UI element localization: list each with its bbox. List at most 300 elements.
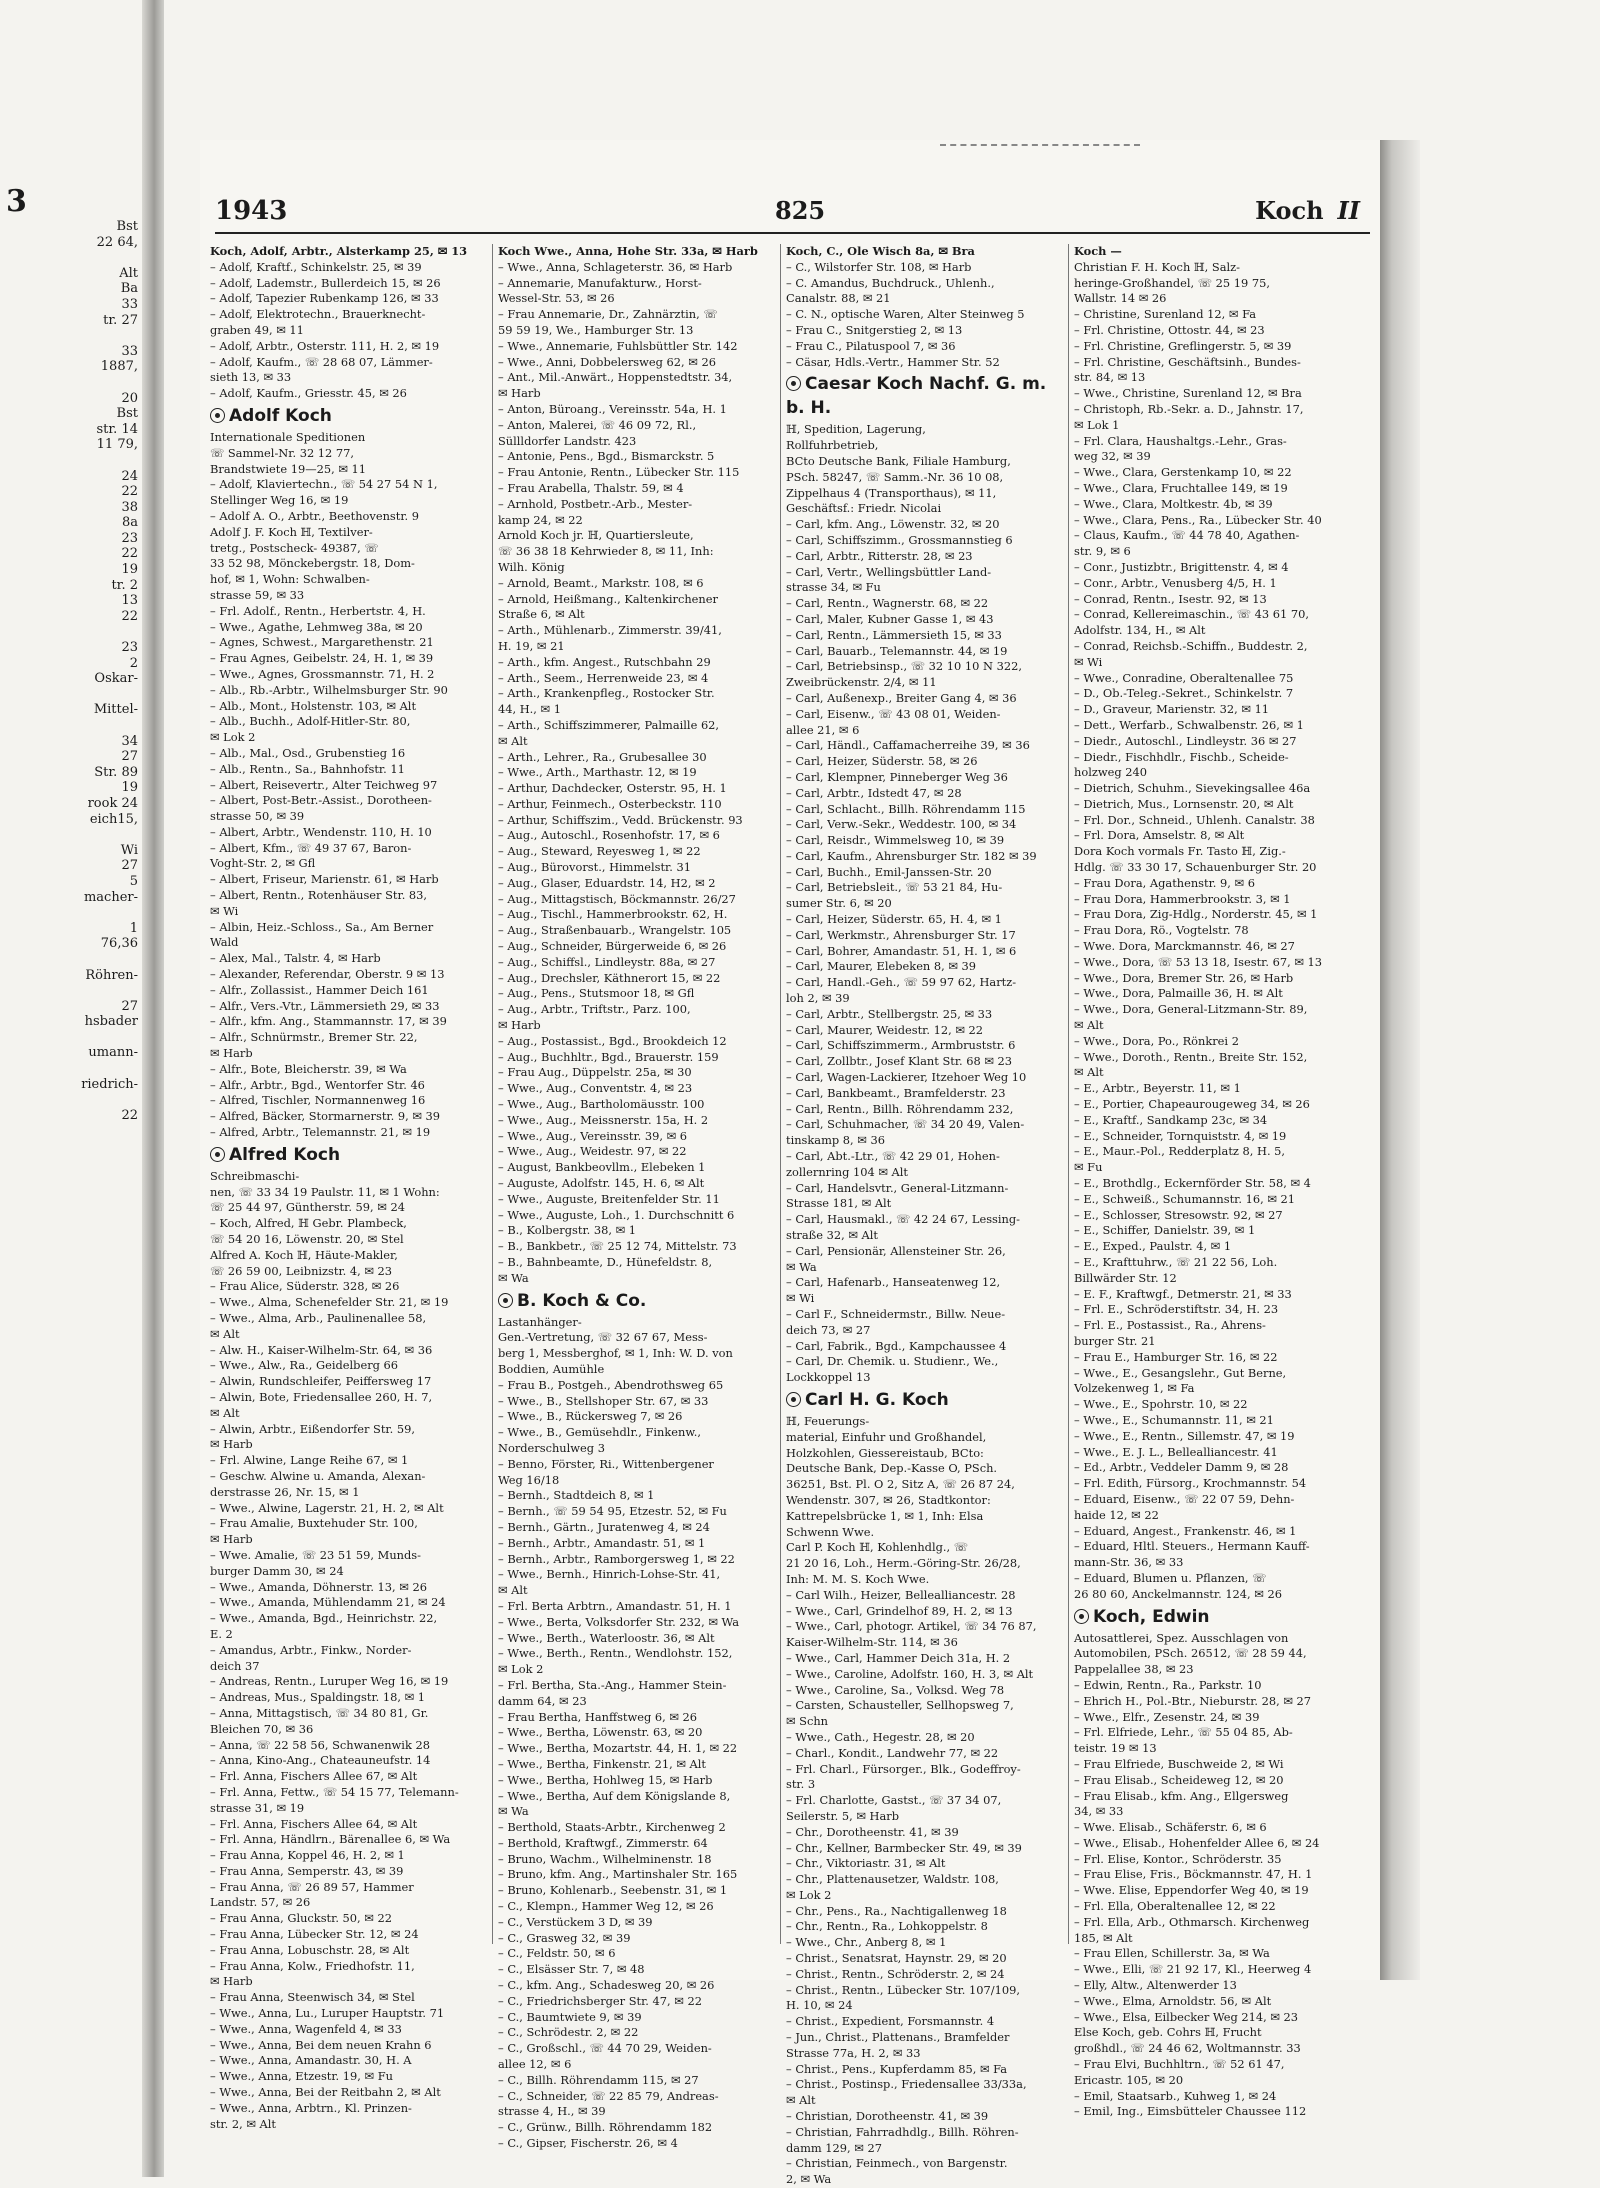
directory-entry: – Carl, Verw.-Sekr., Weddestr. 100, ✉ 34: [786, 817, 1017, 832]
directory-entry: – Christian, Fahrradhdlg., Billh. Röhren-: [786, 2124, 1019, 2139]
firm-heading: [498, 1289, 778, 1313]
directory-entry: – D., Ob.-Teleg.-Sekret., Schinkelstr. 7: [1074, 686, 1294, 701]
firm-name: Adolf Koch: [229, 405, 332, 426]
directory-entry: – Christoph, Rb.-Sekr. a. D., Jahnstr. 17,: [1074, 401, 1304, 416]
edge-text-line: 19: [121, 562, 138, 578]
directory-entry: – Wwe., Dora, ☏ 53 13 18, Isestr. 67, ✉ 13: [1074, 954, 1323, 969]
directory-entry: ✉ Harb: [210, 1974, 253, 1989]
directory-entry: – Arth., Krankenpfleg., Rostocker Str.: [498, 686, 715, 701]
directory-entry: – Carl, Arbtr., Ritterstr. 28, ✉ 23: [786, 548, 973, 563]
directory-entry: – Alb., Rentn., Sa., Bahnhofstr. 11: [210, 761, 405, 776]
directory-entry: – Alfr., kfm. Ang., Stammannstr. 17, ✉ 39: [210, 1014, 447, 1029]
directory-entry: – E., Schiffer, Danielstr. 39, ✉ 1: [1074, 1223, 1256, 1238]
directory-entry: – Ant., Mil.-Anwärt., Hoppenstedtstr. 34,: [498, 370, 733, 385]
header-year: 1943: [215, 196, 288, 226]
directory-entry: ✉ Schn: [786, 1714, 829, 1729]
directory-entry: – Frau Amalie, Buxtehuder Str. 100,: [210, 1516, 418, 1531]
directory-entry: – Wwe., Anna, Lu., Luruper Hauptstr. 71: [210, 2006, 445, 2021]
directory-entry: – Benno, Förster, Ri., Wittenbergener: [498, 1456, 714, 1471]
directory-entry: Holzkohlen, Giessereistaub, BCto:: [786, 1445, 984, 1460]
directory-entry: – Frau Anna, Kolw., Friedhofstr. 11,: [210, 1958, 415, 1973]
directory-entry: Hdlg. ☏ 33 30 17, Schauenburger Str. 20: [1074, 860, 1317, 875]
directory-entry: – Aug., Mittagstisch, Böckmannstr. 26/27: [498, 891, 736, 906]
directory-entry: – E., Arbtr., Beyerstr. 11, ✉ 1: [1074, 1081, 1241, 1096]
directory-entry: – E., Schweiß., Schumannstr. 16, ✉ 21: [1074, 1191, 1295, 1206]
directory-entry: Else Koch, geb. Cohrs ℍ, Frucht: [1074, 2025, 1262, 2040]
edge-text-line: 13: [121, 593, 138, 609]
directory-entry: – Frau Elvi, Buchhltrn., ☏ 52 61 47,: [1074, 2057, 1285, 2072]
directory-entry: – C., Schrödestr. 2, ✉ 22: [498, 2025, 639, 2040]
directory-entry: – Frau Anna, ☏ 26 89 57, Hammer: [210, 1879, 414, 1894]
directory-entry: – Carl, Klempner, Pinneberger Weg 36: [786, 769, 1008, 784]
directory-entry: – Aug., Postassist., Bgd., Brookdeich 12: [498, 1033, 727, 1048]
directory-entry: – Frau Aug., Düppelstr. 25a, ✉ 30: [498, 1065, 692, 1080]
directory-entry: – Wwe., B., Gemüsehdlr., Finkenw.,: [498, 1425, 701, 1440]
directory-entry: – E., Brothdlg., Eckernförder Str. 58, ✉ 4: [1074, 1176, 1311, 1191]
directory-entry: – C., Grasweg 32, ✉ 39: [498, 1930, 631, 1945]
directory-entry: – Christine, Surenland 12, ✉ Fa: [1074, 307, 1257, 322]
directory-entry: – Alfred, Arbtr., Telemannstr. 21, ✉ 19: [210, 1125, 431, 1140]
directory-entry: Landstr. 57, ✉ 26: [210, 1895, 311, 1910]
directory-entry: – Wwe., Dora, General-Litzmann-Str. 89,: [1074, 1002, 1308, 1017]
directory-entry: – Bernh., Arbtr., Amandastr. 51, ✉ 1: [498, 1535, 706, 1550]
directory-entry: – Wwe., Auguste, Breitenfelder Str. 11: [498, 1191, 720, 1206]
directory-entry: – Wwe., Alma, Arb., Paulinenallee 58,: [210, 1311, 427, 1325]
directory-entry: 44, H., ✉ 1: [498, 702, 561, 717]
directory-entry: strasse 34, ✉ Fu: [786, 580, 881, 595]
directory-entry: – Bernh., Stadtdeich 8, ✉ 1: [498, 1488, 655, 1503]
directory-entry: – Berthold, Staats-Arbtr., Kirchenweg 2: [498, 1820, 726, 1835]
directory-entry: Adolf J. F. Koch ℍ, Textilver-: [210, 524, 373, 539]
directory-entry: – Christ., Expedient, Forsmannstr. 4: [786, 2014, 995, 2029]
directory-entry: ✉ Wi: [1074, 654, 1103, 669]
directory-entry: ℍ, Spedition, Lagerung,: [786, 422, 926, 437]
directory-entry: – Wwe., B., Rückersweg 7, ✉ 26: [498, 1409, 683, 1424]
directory-entry: str. 3: [786, 1777, 816, 1792]
directory-entry: – Bernh., ☏ 59 54 95, Etzestr. 52, ✉ Fu: [498, 1504, 727, 1519]
directory-entry: ☏ 54 20 16, Löwenstr. 20, ✉ Stel: [210, 1232, 404, 1247]
directory-entry: deich 73, ✉ 27: [786, 1322, 871, 1337]
directory-entry: ☏ 36 38 18 Kehrwieder 8, ✉ 11, Inh:: [498, 544, 714, 559]
directory-entry: – C., Verstückem 3 D, ✉ 39: [498, 1914, 653, 1929]
edge-text-line: [0, 328, 142, 344]
registered-firm-icon: [210, 408, 225, 423]
directory-entry: – Aug., Schneider, Bürgerweide 6, ✉ 26: [498, 939, 727, 954]
directory-entry: 59 59 19, We., Hamburger Str. 13: [498, 322, 694, 337]
firm-heading: [786, 1388, 1066, 1412]
directory-entry: – Wwe., Arth., Marthastr. 12, ✉ 19: [498, 765, 697, 780]
directory-entry: Wendenstr. 307, ✉ 26, Stadtkontor:: [786, 1492, 991, 1507]
directory-entry: – C., Schneider, ☏ 22 85 79, Andreas-: [498, 2088, 719, 2103]
directory-entry: – C., Friedrichsberger Str. 47, ✉ 22: [498, 1993, 702, 2008]
directory-entry: str. 9, ✉ 6: [1074, 544, 1131, 559]
edge-text-line: Mittel-: [93, 702, 138, 718]
directory-entry: – Anna, ☏ 22 58 56, Schwanenwik 28: [210, 1737, 430, 1752]
directory-entry: mann-Str. 36, ✉ 33: [1074, 1555, 1184, 1570]
directory-entry: – Emil, Ing., Eimsbütteler Chaussee 112: [1074, 2104, 1307, 2119]
directory-entry: – Koch, Alfred, ℍ Gebr. Plambeck,: [210, 1216, 407, 1231]
directory-entry: – Wwe. Dora, Marckmannstr. 46, ✉ 27: [1074, 939, 1295, 954]
edge-text-line: [0, 905, 142, 921]
directory-entry: – Frl. E., Schröderstiftstr. 34, H. 23: [1074, 1302, 1279, 1317]
directory-entry: – Adolf, Tapezier Rubenkamp 126, ✉ 33: [210, 291, 439, 306]
directory-entry: strasse 31, ✉ 19: [210, 1800, 305, 1815]
directory-entry: – Wwe., Aug., Conventstr. 4, ✉ 23: [498, 1081, 693, 1096]
directory-entry: Lastanhänger-: [498, 1314, 582, 1329]
directory-entry: – Chr., Dorotheenstr. 41, ✉ 39: [786, 1824, 959, 1839]
directory-entry: – Carl, Außenexp., Breiter Gang 4, ✉ 36: [786, 690, 1017, 705]
directory-entry: – Chr., Plattenausetzer, Waldstr. 108,: [786, 1872, 999, 1887]
directory-entry: ✉ Lok 2: [498, 1662, 544, 1677]
edge-text-line: Oskar-: [94, 671, 138, 687]
directory-entry: – Chr., Viktoriastr. 31, ✉ Alt: [786, 1856, 946, 1871]
directory-entry: – Alfred, Tischler, Normannenweg 16: [210, 1093, 426, 1108]
directory-entry: – Wwe., Dora, Po., Rönkrei 2: [1074, 1033, 1239, 1048]
registered-firm-icon: [498, 1293, 513, 1308]
directory-entry: loh 2, ✉ 39: [786, 991, 850, 1006]
edge-text-line: [0, 250, 142, 266]
directory-entry: – Wwe., Doroth., Rentn., Breite Str. 152,: [1074, 1049, 1308, 1064]
directory-entry: material, Einfuhr und Großhandel,: [786, 1429, 987, 1444]
directory-entry: ✉ Wi: [210, 903, 239, 918]
directory-entry: – Emil, Staatsarb., Kuhweg 1, ✉ 24: [1074, 2088, 1277, 2103]
directory-entry: – Arnold, Beamt., Markstr. 108, ✉ 6: [498, 575, 704, 590]
directory-entry: – Wwe., Conradine, Oberaltenallee 75: [1074, 670, 1294, 685]
directory-entry: – Wwe. Amalie, ☏ 23 51 59, Munds-: [210, 1547, 421, 1562]
directory-entry: – Frau Anna, Semperstr. 43, ✉ 39: [210, 1863, 404, 1878]
directory-entry: – Albert, Arbtr., Wendenstr. 110, H. 10: [210, 824, 432, 839]
directory-entry: strasse 59, ✉ 33: [210, 587, 305, 602]
directory-entry: Seilerstr. 5, ✉ Harb: [786, 1808, 899, 1823]
directory-entry: – Wwe., Aug., Weidestr. 97, ✉ 22: [498, 1144, 687, 1159]
directory-entry: ✉ Alt: [210, 1326, 240, 1341]
directory-entry: – Wwe., E., Gesangslehr., Gut Berne,: [1074, 1365, 1287, 1380]
directory-entry: Wallstr. 14 ✉ 26: [1074, 291, 1167, 306]
directory-entry: ☏ 25 44 97, Güntherstr. 59, ✉ 24: [210, 1200, 405, 1215]
directory-entry: Wald: [210, 935, 239, 950]
directory-entry: Zippelhaus 4 (Transporthaus), ✉ 11,: [786, 485, 997, 500]
directory-entry: – Aug., Straßenbauarb., Wrangelstr. 105: [498, 923, 732, 938]
directory-entry: – Geschw. Alwine u. Amanda, Alexan-: [210, 1468, 426, 1483]
directory-entry: – Carl Wilh., Heizer, Bellealliancestr. 28: [786, 1587, 1016, 1602]
directory-entry: – Wwe., Aug., Meissnerstr. 15a, H. 2: [498, 1112, 709, 1127]
directory-entry: – Alwin, Rundschleifer, Peiffersweg 17: [210, 1374, 432, 1389]
edge-text-line: 20: [121, 390, 138, 406]
directory-entry: – Aug., Glaser, Eduardstr. 14, H2, ✉ 2: [498, 875, 716, 890]
edge-text-line: 22: [121, 608, 138, 624]
directory-entry: – Wwe., Elisab., Hohenfelder Allee 6, ✉ 24: [1074, 1835, 1320, 1850]
directory-entry: – Alwin, Bote, Friedensallee 260, H. 7,: [210, 1389, 433, 1404]
directory-entry: – Carsten, Schausteller, Sellhopsweg 7,: [786, 1698, 1014, 1713]
directory-entry: straße 32, ✉ Alt: [786, 1228, 878, 1243]
directory-entry: – C., kfm. Ang., Schadesweg 20, ✉ 26: [498, 1978, 715, 1993]
directory-entry: – Wwe., Elsa, Eilbecker Weg 214, ✉ 23: [1074, 2009, 1299, 2024]
directory-entry: – Alfr., Schnürmstr., Bremer Str. 22,: [210, 1030, 418, 1045]
firm-name: Carl H. G. Koch: [805, 1389, 949, 1410]
directory-entry: – Frau Ellen, Schillerstr. 3a, ✉ Wa: [1074, 1946, 1270, 1961]
directory-entry: – Aug., Autoschl., Rosenhofstr. 17, ✉ 6: [498, 828, 720, 843]
directory-entry: Pappelallee 38, ✉ 23: [1074, 1662, 1194, 1677]
directory-entry: – Anna, Mittagstisch, ☏ 34 80 81, Gr.: [210, 1705, 429, 1720]
directory-entry: – Wwe., Berth., Waterloostr. 36, ✉ Alt: [498, 1630, 715, 1645]
firm-heading: [786, 372, 1066, 420]
directory-entry: – C., Baumtwiete 9, ✉ 39: [498, 2009, 642, 2024]
registered-firm-icon: [210, 1147, 225, 1162]
edge-text-line: [0, 983, 142, 999]
directory-entry: – Frau Dora, Hammerbrookstr. 3, ✉ 1: [1074, 891, 1291, 906]
directory-entry: Dora Koch vormals Fr. Tasto ℍ, Zig.-: [1074, 844, 1286, 859]
directory-entry: – Wwe., Elfr., Zesenstr. 24, ✉ 39: [1074, 1709, 1260, 1724]
directory-entry: – Carl, Handelsvtr., General-Litzmann-: [786, 1180, 1009, 1195]
directory-entry: – Diedr., Fischhdlr., Fischb., Scheide-: [1074, 749, 1289, 764]
directory-entry: Adolfstr. 134, H., ✉ Alt: [1074, 623, 1206, 638]
directory-entry: – Frau Elise, Fris., Böckmannstr. 47, H. 1: [1074, 1867, 1313, 1882]
directory-entry: burger Str. 21: [1074, 1333, 1156, 1348]
directory-entry: – Arthur, Feinmech., Osterbeckstr. 110: [498, 796, 722, 811]
directory-entry: – Carl, Hafenarb., Hanseatenweg 12,: [786, 1275, 1001, 1290]
edge-text-line: [0, 718, 142, 734]
directory-entry: – Wwe. Elise, Eppendorfer Weg 40, ✉ 19: [1074, 1883, 1309, 1898]
directory-entry: – Annemarie, Manufakturw., Horst-: [498, 275, 702, 290]
edge-text-line: 38: [121, 499, 138, 515]
directory-entry: – Arth., Seem., Herrenweide 23, ✉ 4: [498, 670, 709, 685]
directory-entry: – Adolf, Klaviertechn., ☏ 54 27 54 N 1,: [210, 477, 438, 492]
directory-entry: – Wwe., Aug., Bartholomäusstr. 100: [498, 1097, 705, 1112]
directory-entry: – Wwe., Anna, Amandastr. 30, H. A: [210, 2053, 412, 2068]
directory-entry: – Carl, kfm. Ang., Löwenstr. 32, ✉ 20: [786, 517, 1000, 532]
edge-text-line: hsbader: [84, 1014, 138, 1030]
directory-entry: – Wwe., E. J. L., Bellealliancestr. 41: [1074, 1444, 1278, 1459]
edge-text-line: Alt: [119, 265, 138, 281]
directory-entry: str. 84, ✉ 13: [1074, 370, 1146, 385]
directory-entry: zollernring 104 ✉ Alt: [786, 1164, 908, 1179]
directory-entry: – Adolf, Kaufm., ☏ 28 68 07, Lämmer-: [210, 354, 433, 369]
directory-entry: – Wwe., Carl, Grindelhof 89, H. 2, ✉ 13: [786, 1603, 1013, 1618]
directory-entry: Schreibmaschi-: [210, 1168, 300, 1183]
firm-heading: [1074, 1605, 1354, 1629]
edge-text-line: 8a: [121, 515, 138, 531]
directory-entry: ✉ Harb: [210, 1046, 253, 1061]
directory-entry: – Wwe., Caroline, Sa., Volksd. Weg 78: [786, 1682, 1005, 1697]
directory-entry: – Eduard, Hltl. Steuers., Hermann Kauff-: [1074, 1539, 1310, 1554]
column-4: [1074, 244, 1354, 2119]
directory-entry: – Carl, Arbtr., Idstedt 47, ✉ 28: [786, 785, 962, 800]
directory-entry: – Frau Anna, Gluckstr. 50, ✉ 22: [210, 1911, 392, 1926]
directory-entry: – Anton, Büroang., Vereinsstr. 54a, H. 1: [498, 401, 727, 416]
edge-text-line: [0, 687, 142, 703]
directory-entry: tretg., Postscheck- 49387, ☏: [210, 540, 379, 555]
directory-entry: – B., Kolbergstr. 38, ✉ 1: [498, 1223, 637, 1238]
directory-entry: – Frl. Elise, Kontor., Schröderstr. 35: [1074, 1851, 1282, 1866]
directory-entry: – Carl, Kaufm., Ahrensburger Str. 182 ✉ 39: [786, 848, 1037, 863]
edge-text-line: 34: [121, 733, 138, 749]
directory-entry: – Dett., Werfarb., Schwalbenstr. 26, ✉ 1: [1074, 717, 1304, 732]
directory-entry: – Arnhold, Postbetr.-Arb., Mester-: [498, 496, 693, 511]
directory-entry: BCto Deutsche Bank, Filiale Hamburg,: [786, 453, 1011, 468]
directory-entry: – Wwe., Carl, Hammer Deich 31a, H. 2: [786, 1650, 1011, 1665]
directory-entry: – Christ., Pens., Kupferdamm 85, ✉ Fa: [786, 2061, 1008, 2076]
directory-entry: Stellinger Weg 16, ✉ 19: [210, 493, 349, 508]
directory-entry: ✉ Alt: [498, 733, 528, 748]
directory-entry: 33 52 98, Mönckebergstr. 18, Dom-: [210, 556, 415, 571]
edge-text-line: Ba: [120, 281, 138, 297]
directory-entry: ✉ Wi: [786, 1291, 815, 1306]
directory-entry: – Alwin, Arbtr., Eißendorfer Str. 59,: [210, 1421, 415, 1436]
directory-entry: Gen.-Vertretung, ☏ 32 67 67, Mess-: [498, 1330, 708, 1345]
directory-entry: – C., Gipser, Fischerstr. 26, ✉ 4: [498, 2136, 678, 2151]
edge-text-line: [0, 453, 142, 469]
page-right-edge: [1380, 140, 1420, 1980]
edge-text-line: tr. 2: [111, 577, 138, 593]
directory-entry: Voght-Str. 2, ✉ Gfl: [210, 856, 316, 871]
directory-entry: Boddien, Aumühle: [498, 1361, 605, 1376]
directory-entry: – D., Graveur, Marienstr. 32, ✉ 11: [1074, 702, 1270, 717]
directory-entry: – Wwe., Carl, photogr. Artikel, ☏ 34 76 87,: [786, 1619, 1037, 1634]
directory-entry: strasse 4, H., ✉ 39: [498, 2104, 606, 2119]
directory-entry: – Frau Elfriede, Buschweide 2, ✉ Wi: [1074, 1756, 1284, 1771]
directory-entry: – Ehrich H., Pol.-Btr., Nieburstr. 28, ✉ 27: [1074, 1693, 1312, 1708]
edge-text-line: 76,36: [100, 936, 138, 952]
book-gutter: [142, 0, 164, 2177]
directory-entry: 34, ✉ 33: [1074, 1804, 1124, 1819]
directory-entry: – Frau Dora, Rö., Vogtelstr. 78: [1074, 923, 1249, 938]
directory-entry: – Christ., Rentn., Lübecker Str. 107/109,: [786, 1982, 1020, 1997]
directory-entry: – Wwe., Auguste, Loh., 1. Durchschnitt 6: [498, 1207, 735, 1222]
directory-entry: – Wwe., Anni, Dobbelersweg 62, ✉ 26: [498, 354, 716, 369]
directory-entry: Inh: M. M. S. Koch Wwe.: [786, 1571, 930, 1586]
directory-entry: – Chr., Pens., Ra., Nachtigallenweg 18: [786, 1903, 1007, 1918]
directory-entry: – Frl. Ella, Oberaltenallee 12, ✉ 22: [1074, 1899, 1276, 1914]
column-1: [210, 244, 490, 2131]
directory-entry: – Christ., Rentn., Schröderstr. 2, ✉ 24: [786, 1966, 1005, 1981]
directory-entry: – Wwe., Anna, Arbtrn., Kl. Prinzen-: [210, 2100, 412, 2115]
directory-entry: deich 37: [210, 1658, 260, 1673]
previous-page-letter: 3: [6, 184, 27, 219]
directory-entry: – Conrad, Rentn., Isestr. 92, ✉ 13: [1074, 591, 1267, 606]
directory-entry: Rollfuhrbetrieb,: [786, 438, 879, 453]
directory-entry: – Andreas, Mus., Spaldingstr. 18, ✉ 1: [210, 1690, 426, 1705]
directory-entry: – Carl, Schiffszimm., Grossmannstieg 6: [786, 532, 1013, 547]
directory-entry: Volzekenweg 1, ✉ Fa: [1074, 1381, 1195, 1396]
directory-entry: Billwärder Str. 12: [1074, 1270, 1177, 1285]
directory-entry: Ericastr. 105, ✉ 20: [1074, 2072, 1184, 2087]
directory-entry: – Wwe., Amanda, Bgd., Heinrichstr. 22,: [210, 1611, 438, 1626]
directory-entry: – Aug., Bürovorst., Himmelstr. 31: [498, 860, 691, 875]
directory-entry: – Alfred, Bäcker, Stormarnerstr. 9, ✉ 39: [210, 1109, 440, 1124]
edge-text-line: [0, 375, 142, 391]
directory-entry: – Wwe., Elli, ☏ 21 92 17, Kl., Heerweg 4: [1074, 1962, 1312, 1977]
directory-entry: – Alb., Buchh., Adolf-Hitler-Str. 80,: [210, 714, 411, 729]
directory-entry: – Carl, Vertr., Wellingsbüttler Land-: [786, 564, 992, 579]
directory-entry: – C., Billh. Röhrendamm 115, ✉ 27: [498, 2072, 699, 2087]
directory-entry: – Alexander, Referendar, Oberstr. 9 ✉ 13: [210, 967, 445, 982]
edge-text-line: 19: [121, 780, 138, 796]
directory-entry: – Frl. Anna, Fettw., ☏ 54 15 77, Telemann-: [210, 1784, 459, 1799]
edge-text-line: [0, 952, 142, 968]
directory-entry: Brandstwiete 19—25, ✉ 11: [210, 461, 367, 476]
directory-entry: graben 49, ✉ 11: [210, 322, 304, 337]
directory-entry: – Wwe., Bertha, Auf dem Königslande 8,: [498, 1788, 731, 1803]
directory-entry: kamp 24, ✉ 22: [498, 512, 583, 527]
directory-entry: – Agnes, Schwest., Margarethenstr. 21: [210, 635, 434, 650]
header-surname-text: Koch: [1255, 196, 1324, 225]
directory-entry: – Carl, Buchh., Emil-Janssen-Str. 20: [786, 864, 992, 879]
directory-entry: – Frau Antonie, Rentn., Lübecker Str. 115: [498, 465, 740, 480]
directory-entry: – Carl, Bauarb., Telemannstr. 44, ✉ 19: [786, 643, 1008, 658]
directory-entry: ✉ Harb: [498, 386, 541, 401]
directory-entry: – Frl. Anna, Händlrn., Bärenallee 6, ✉ Wa: [210, 1832, 451, 1847]
edge-text-line: 1: [129, 920, 138, 936]
directory-entry: – Albert, Friseur, Marienstr. 61, ✉ Harb: [210, 872, 439, 887]
directory-entry: – Cäsar, Hdls.-Vertr., Hammer Str. 52: [786, 354, 1000, 369]
directory-entry: – Frau C., Pilatuspool 7, ✉ 36: [786, 338, 956, 353]
directory-entry: – Carl, Maurer, Elebeken 8, ✉ 39: [786, 959, 977, 974]
edge-text-line: rook 24: [87, 795, 138, 811]
directory-entry: – Wwe., Anna, Bei der Reitbahn 2, ✉ Alt: [210, 2085, 441, 2100]
directory-entry: – Claus, Kaufm., ☏ 44 78 40, Agathen-: [1074, 528, 1300, 543]
firm-name: Caesar Koch Nachf. G. m. b. H.: [786, 374, 1047, 419]
header-surname: [1255, 196, 1360, 225]
directory-entry: Weg 16/18: [498, 1472, 560, 1487]
directory-entry: – Albert, Post-Betr.-Assist., Dorotheen-: [210, 793, 432, 808]
directory-entry: – Carl, Handl.-Geh., ☏ 59 97 62, Hartz-: [786, 975, 1017, 990]
directory-entry: – Frl. Ella, Arb., Othmarsch. Kirchenweg: [1074, 1914, 1310, 1929]
directory-entry: – Conrad, Kellereimaschin., ☏ 43 61 70,: [1074, 607, 1309, 622]
edge-text-line: 2: [129, 655, 138, 671]
directory-entry: ☏ 26 59 00, Leibnizstr. 4, ✉ 23: [210, 1263, 393, 1278]
directory-entry: – Wwe., Agnes, Grossmannstr. 71, H. 2: [210, 666, 435, 681]
directory-entry: weg 32, ✉ 39: [1074, 449, 1151, 464]
directory-entry: – Wwe., Anna, Wagenfeld 4, ✉ 33: [210, 2021, 402, 2036]
directory-entry: – Arth., Mühlenarb., Zimmerstr. 39/41,: [498, 623, 722, 638]
directory-entry: – Bruno, kfm. Ang., Martinshaler Str. 165: [498, 1867, 738, 1882]
directory-entry: tinskamp 8, ✉ 36: [786, 1133, 885, 1148]
directory-entry: E. 2: [210, 1626, 233, 1641]
directory-entry: ✉ Lok 2: [210, 730, 256, 745]
edge-text-line: 11 79,: [96, 437, 138, 453]
directory-entry: – Carl, Bohrer, Amandastr. 51, H. 1, ✉ 6: [786, 943, 1017, 958]
directory-entry: – Bernh., Gärtn., Juratenweg 4, ✉ 24: [498, 1519, 710, 1534]
directory-entry: – Chr., Rentn., Ra., Lohkoppelstr. 8: [786, 1919, 988, 1934]
directory-entry: – Wwe., Clara, Pens., Ra., Lübecker Str. 40: [1074, 512, 1322, 527]
edge-text-line: macher-: [83, 889, 138, 905]
edge-text-line: 22 64,: [96, 234, 138, 250]
directory-entry: teistr. 19 ✉ 13: [1074, 1741, 1157, 1756]
firm-heading: [210, 1143, 490, 1167]
edge-text-line: 27: [121, 858, 138, 874]
directory-entry: – Wwe., Anna, Bei dem neuen Krahn 6: [210, 2037, 432, 2052]
directory-entry: Koch Wwe., Anna, Hohe Str. 33a, ✉ Harb: [498, 244, 758, 258]
directory-entry: – Carl, Werkmstr., Ahrensburger Str. 17: [786, 927, 1016, 942]
edge-text-line: Str. 89: [94, 764, 138, 780]
directory-entry: – Carl, Fabrik., Bgd., Kampchaussee 4: [786, 1338, 1007, 1353]
edge-text-line: [0, 1092, 142, 1108]
directory-entry: hof, ✉ 1, Wohn: Schwalben-: [210, 572, 370, 587]
directory-entry: – Wwe., Anna, Etzestr. 19, ✉ Fu: [210, 2069, 393, 2084]
directory-entry: damm 129, ✉ 27: [786, 2140, 882, 2155]
directory-entry: – Frau Bertha, Hanffstweg 6, ✉ 26: [498, 1709, 698, 1724]
directory-entry: – Carl, Abt.-Ltr., ☏ 42 29 01, Hohen-: [786, 1149, 1000, 1164]
directory-entry: – Aug., Schiffsl., Lindleystr. 88a, ✉ 27: [498, 954, 716, 969]
directory-entry: – Adolf, Elektrotechn., Brauerknecht-: [210, 307, 426, 322]
directory-entry: – Wwe., Alwine, Lagerstr. 21, H. 2, ✉ Alt: [210, 1500, 444, 1515]
directory-entry: str. 2, ✉ Alt: [210, 2116, 276, 2131]
directory-entry: Süllldorfer Landstr. 423: [498, 433, 637, 448]
directory-entry: H. 10, ✉ 24: [786, 1998, 853, 2013]
directory-entry: – Frl. Charlotte, Gastst., ☏ 37 34 07,: [786, 1793, 1002, 1808]
directory-entry: 36251, Bst. Pl. O 2, Sitz A, ☏ 26 87 24,: [786, 1477, 1015, 1492]
registered-firm-icon: [786, 376, 801, 391]
